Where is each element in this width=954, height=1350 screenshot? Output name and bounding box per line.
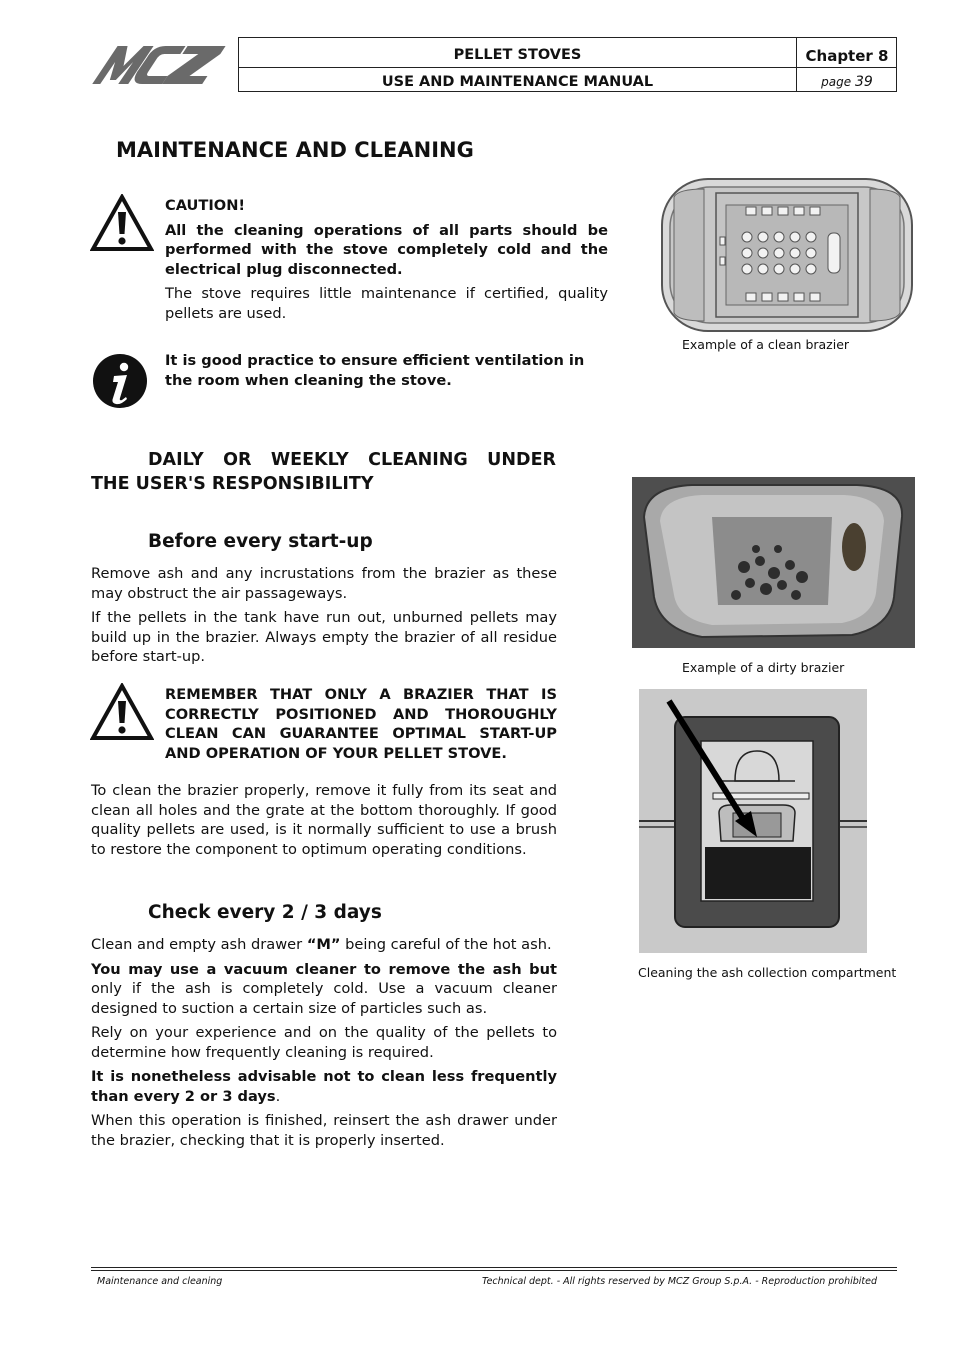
page-number: page 39 — [821, 74, 873, 90]
caution-block — [165, 196, 608, 323]
footer-rule — [91, 1267, 897, 1268]
startup-text — [91, 564, 557, 667]
check-paragraph-3: Rely on your experience and on the quality of the pellets to determine how frequently cleaning is required. — [91, 1024, 557, 1061]
section-title: MAINTENANCE AND CLEANING — [116, 138, 474, 162]
warning-icon — [90, 194, 154, 252]
mcz-logo — [90, 40, 236, 88]
ash-compartment-image — [639, 689, 867, 953]
startup-paragraph-1: Remove ash and any incrustations from the brazier as these may obstruct the air passageways. — [91, 565, 557, 602]
info-icon — [91, 352, 149, 410]
remember-warning: REMEMBER THAT ONLY A BRAZIER THAT IS CORRECTLY POSITIONED AND THOROUGHLY CLEAN CAN GUARANTEE OPTIMAL START-UP AND OPERATION OF YOUR PELLET STOVE. — [165, 686, 557, 762]
check-paragraph-2: You may use a vacuum cleaner to remove the ash but only if the ash is completely cold. Use a vacuum cleaner designed to suction a certain size of particles such as. — [91, 960, 557, 1017]
header-box — [238, 37, 897, 92]
check-paragraph-4: It is nonetheless advisable not to clean less frequently than every 2 or 3 days. — [91, 1068, 557, 1105]
footer-left: Maintenance and cleaning — [97, 1276, 223, 1287]
check-text — [91, 935, 557, 1150]
daily-cleaning-heading: DAILY OR WEEKLY CLEANING UNDER THE USER'S RESPONSIBILITY — [91, 450, 556, 494]
chapter-label: Chapter 8 — [805, 47, 889, 65]
brazier-cleaning-paragraph: To clean the brazier properly, remove it fully from its seat and clean all holes and the grate at the bottom thoroughly. If good quality pellets are used, is it normally sufficient to use a brush to restore the component to optimum operating conditions. — [91, 782, 557, 858]
footer-right: Technical dept. - All rights reserved by MCZ Group S.p.A. - Reproduction prohibited — [481, 1276, 877, 1287]
footer-rule — [91, 1270, 897, 1271]
startup-subheading: Before every start-up — [148, 531, 373, 552]
caution-bold-text: All the cleaning operations of all parts should be performed with the stove completely cold and the electrical plug disconnected. — [165, 221, 608, 278]
startup-paragraph-2: If the pellets in the tank have run out, unburned pellets may build up in the brazier. Always empty the brazier of all residue before start-up. — [91, 609, 557, 665]
check-paragraph-5: When this operation is finished, reinsert the ash drawer under the brazier, checking that it is properly inserted. — [91, 1112, 557, 1149]
warning-icon — [90, 683, 154, 741]
ash-compartment-caption: Cleaning the ash collection compartment — [638, 965, 897, 980]
dirty-brazier-image — [632, 477, 915, 648]
check-paragraph-1: Clean and empty ash drawer “M” being careful of the hot ash. — [91, 936, 552, 953]
header-title-line1: PELLET STOVES — [453, 47, 582, 63]
header-title-line2: USE AND MAINTENANCE MANUAL — [381, 74, 654, 90]
logo-text: MCZ — [90, 40, 93, 41]
check-subheading: Check every 2 / 3 days — [148, 902, 382, 923]
caution-heading: CAUTION! — [165, 197, 246, 214]
caution-text: The stove requires little maintenance if certified, quality pellets are used. — [165, 285, 608, 322]
info-note: It is good practice to ensure efficient ventilation in the room when cleaning the stove. — [165, 352, 585, 389]
clean-brazier-image — [660, 177, 914, 333]
dirty-brazier-caption: Example of a dirty brazier — [682, 660, 845, 675]
clean-brazier-caption: Example of a clean brazier — [682, 337, 850, 352]
